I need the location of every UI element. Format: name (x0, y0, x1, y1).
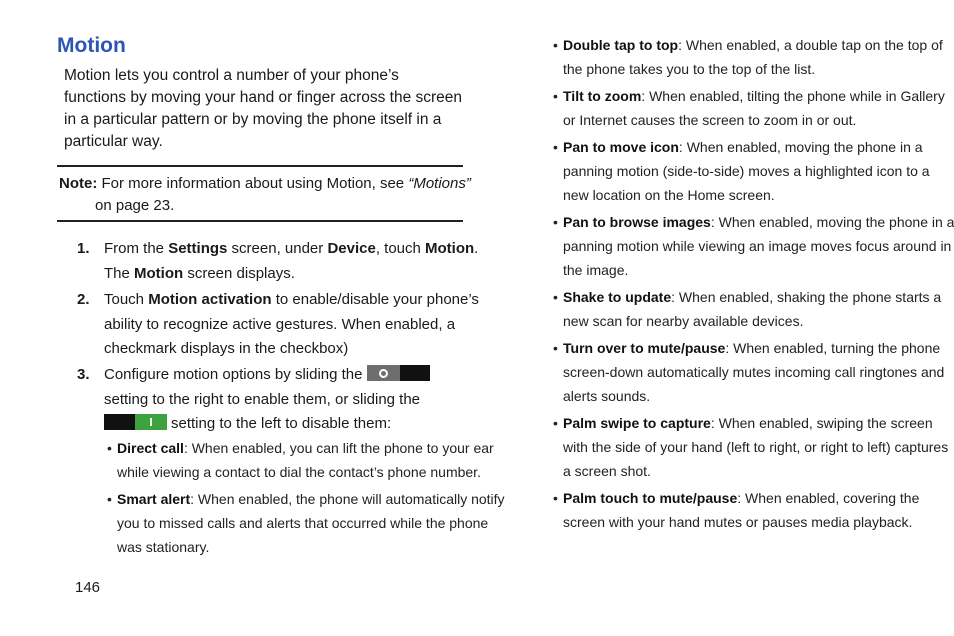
list-item: • Palm touch to mute/pause: When enabled, covering the screen with your hand mutes or pauses media playback. (563, 486, 919, 534)
step-number: 1. (77, 240, 90, 257)
list-item: • Palm swipe to capture: When enabled, swiping the screen with the side of your hand (left to right, or right to left) captures a screen shot. (563, 411, 948, 483)
motion-term: Motion (425, 240, 475, 257)
step-3 (77, 363, 467, 437)
bullet-term: Palm touch to mute/pause (563, 490, 738, 506)
list-item: • Shake to update: When enabled, shaking the phone starts a new scan for nearby available devices. (563, 285, 941, 333)
note-line: on page 23. (95, 197, 175, 214)
list-item: • Pan to move icon: When enabled, moving the phone in a panning motion (side-to-side) moves a highlighted icon to a new location on the Home screen. (563, 135, 930, 207)
bullet-term: Smart alert (117, 491, 191, 507)
device-term: Device (327, 240, 376, 257)
bullet-dot: • (107, 491, 112, 507)
bullet-dot: • (553, 340, 558, 356)
step-number: 3. (77, 366, 90, 383)
bullet-dot: • (553, 415, 558, 431)
bullet-term: Direct call (117, 440, 184, 456)
step-number: 2. (77, 291, 90, 308)
bullet-dot: • (553, 214, 558, 230)
toggle-off-icon (367, 365, 430, 381)
bullet-dot: • (553, 289, 558, 305)
bullet-dot: • (107, 440, 112, 456)
bullet-dot: • (553, 88, 558, 104)
note-line (59, 173, 471, 195)
list-item: • Smart alert: When enabled, the phone will automatically notify you to missed calls and alerts that occurred while the phone was stationary. (117, 487, 505, 559)
bullet-term: Double tap to top (563, 37, 679, 53)
motion-term: Motion (134, 264, 184, 282)
page-number: 146 (75, 579, 101, 596)
list-item: • Direct call: When enabled, you can lift the phone to your ear while viewing a contact to dial the contact’s phone number. (117, 436, 494, 484)
step-line: checkmark displays in the checkbox) (104, 340, 349, 357)
motion-activation-term: Motion activation (148, 291, 272, 308)
note-label: Note: (59, 175, 98, 192)
bullet-term: Turn over to mute/pause (563, 340, 726, 356)
note-box (57, 165, 471, 222)
step-2 (77, 288, 479, 362)
bullet-dot: • (553, 139, 558, 155)
page-title: Motion (57, 34, 126, 57)
bullet-term: Pan to browse images (563, 214, 711, 230)
step-line: Touch Motion activation to enable/disable your phone’s (104, 291, 479, 308)
list-item: • Double tap to top: When enabled, a double tap on the top of the phone takes you to the top of the list. (563, 33, 943, 81)
step-line: The Motion screen displays. (104, 264, 295, 282)
step-line: setting to the right to enable them, or sliding the (104, 390, 421, 408)
step-line: From the Settings screen, under Device, touch Motion. (104, 240, 479, 257)
step-line: Configure motion options by sliding the (104, 363, 467, 388)
intro-paragraph: Motion lets you control a number of your phone’s functions by moving your hand or finger across the screen in a particular pattern or by moving the phone itself in a particular way. (64, 67, 463, 150)
bullet-dot: • (553, 37, 558, 53)
settings-term: Settings (168, 240, 228, 257)
note-text: For more information about using Motion, see (97, 175, 409, 192)
bullet-term: Tilt to zoom (563, 88, 642, 104)
step-line: ability to recognize active gestures. When enabled, a (104, 315, 456, 333)
step-line: setting to the left to disable them: (104, 412, 467, 437)
toggle-on-icon (104, 414, 167, 430)
bullet-term: Pan to move icon (563, 139, 679, 155)
list-item: • Turn over to mute/pause: When enabled, turning the phone screen-down automatically mutes incoming call ringtones and alerts sounds. (563, 336, 944, 408)
bullet-term: Palm swipe to capture (563, 415, 711, 431)
note-link[interactable]: “Motions” (408, 175, 471, 192)
list-item: • Pan to browse images: When enabled, moving the phone in a panning motion while viewing an image moves focus around in the image. (563, 210, 954, 282)
list-item: • Tilt to zoom: When enabled, tilting the phone while in Gallery or Internet causes the screen to zoom in or out. (563, 84, 945, 132)
step-1 (77, 237, 479, 286)
bullet-term: Shake to update (563, 289, 672, 305)
bullet-dot: • (553, 490, 558, 506)
